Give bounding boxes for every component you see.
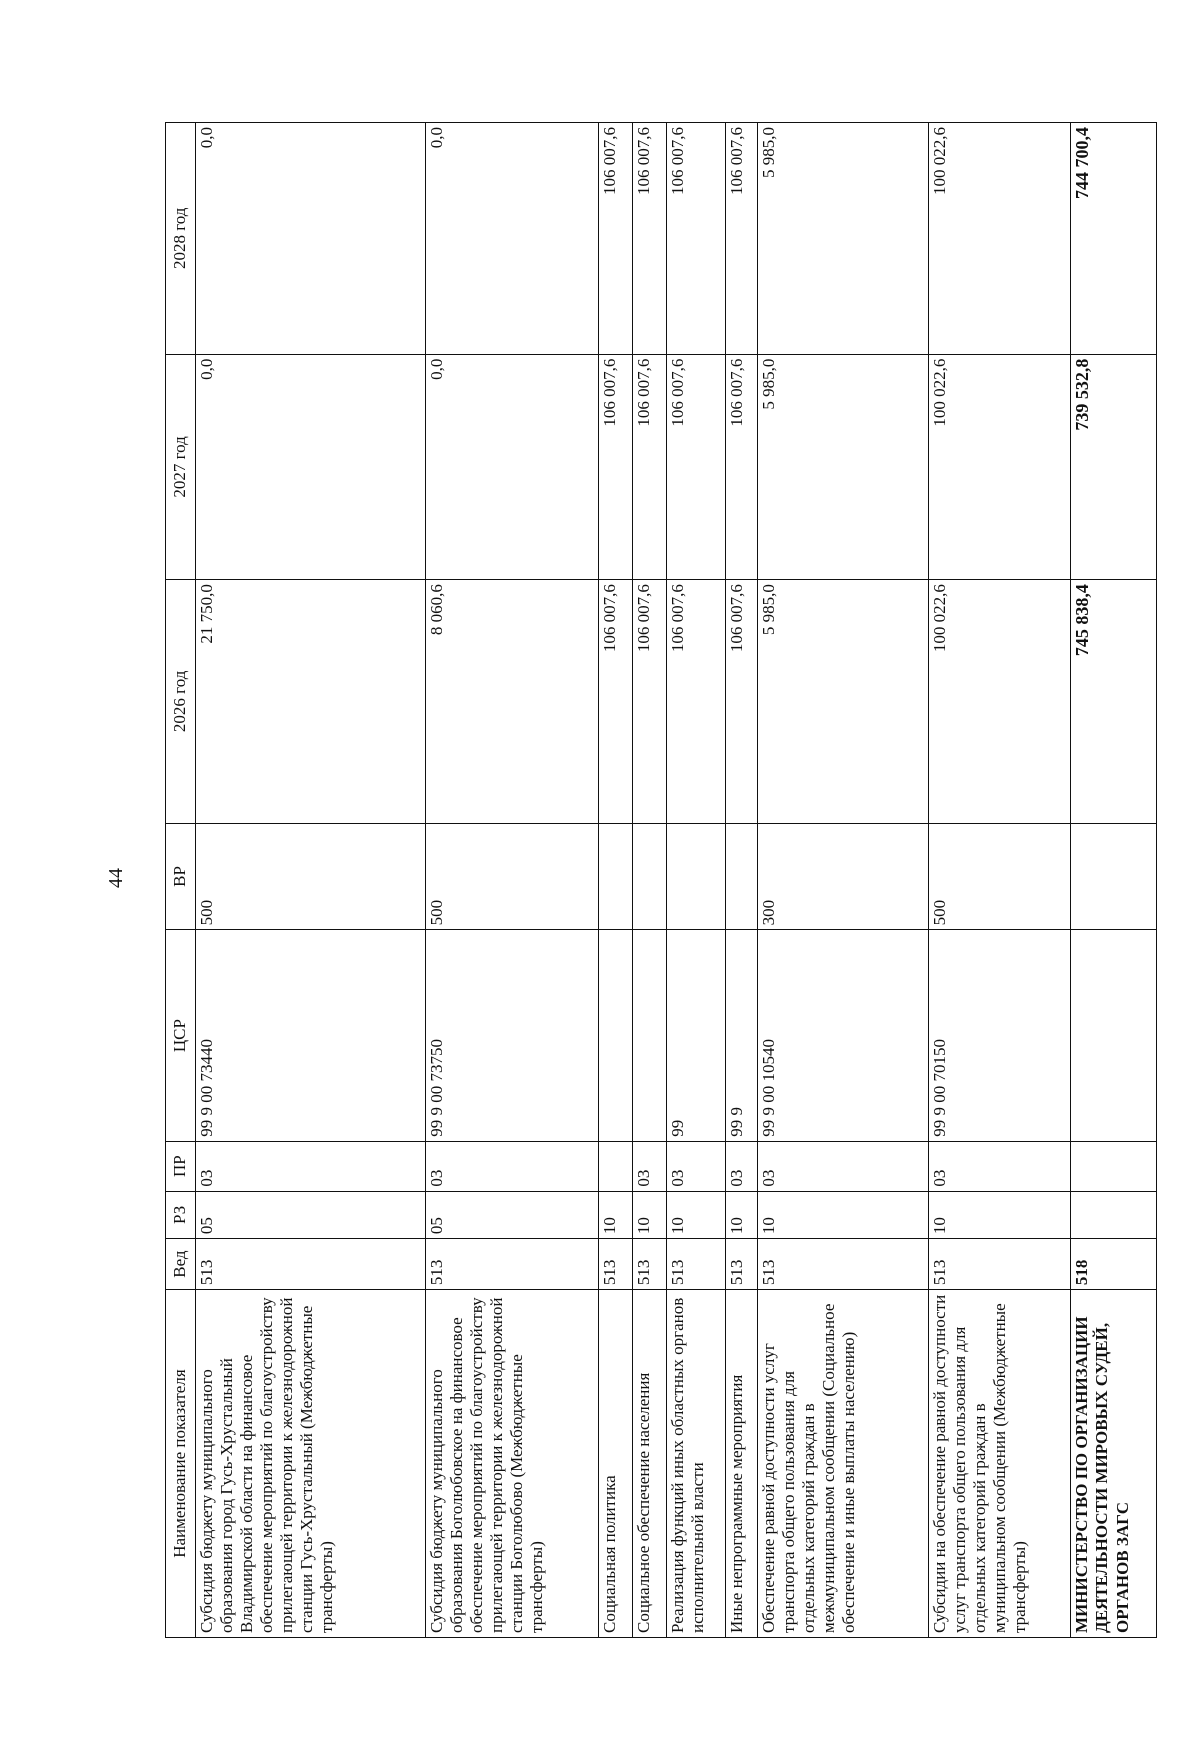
cell-2027: 106 007,6 bbox=[726, 354, 758, 580]
cell-pr: 03 bbox=[633, 1141, 667, 1191]
cell-name: Иные непрограммные мероприятия bbox=[726, 1290, 758, 1638]
header-csr: ЦСР bbox=[166, 930, 196, 1141]
cell-2026: 100 022,6 bbox=[929, 580, 1071, 823]
table-row bbox=[929, 123, 1071, 1638]
cell-name: Социальная политика bbox=[598, 1290, 632, 1638]
cell-name: Социальное обеспечение населения bbox=[633, 1290, 667, 1638]
cell-2027: 100 022,6 bbox=[929, 354, 1071, 580]
cell-2028: 100 022,6 bbox=[929, 123, 1071, 355]
cell-2027: 106 007,6 bbox=[598, 354, 632, 580]
table-row bbox=[598, 123, 632, 1638]
cell-vr bbox=[598, 823, 632, 930]
cell-rz: 10 bbox=[929, 1191, 1071, 1238]
cell-vr bbox=[1071, 823, 1157, 930]
cell-vr bbox=[667, 823, 726, 930]
cell-ved: 513 bbox=[425, 1239, 598, 1290]
cell-2026: 106 007,6 bbox=[726, 580, 758, 823]
budget-table-container bbox=[165, 122, 1157, 1638]
cell-pr: 03 bbox=[929, 1141, 1071, 1191]
cell-2028: 106 007,6 bbox=[598, 123, 632, 355]
cell-rz: 10 bbox=[667, 1191, 726, 1238]
cell-2026: 5 985,0 bbox=[758, 580, 929, 823]
cell-vr: 500 bbox=[929, 823, 1071, 930]
header-vr: ВР bbox=[166, 823, 196, 930]
header-name: Наименование показателя bbox=[166, 1290, 196, 1638]
cell-pr: 03 bbox=[758, 1141, 929, 1191]
cell-2026: 745 838,4 bbox=[1071, 580, 1157, 823]
cell-csr bbox=[1071, 930, 1157, 1141]
cell-pr bbox=[1071, 1141, 1157, 1191]
table-row bbox=[667, 123, 726, 1638]
cell-name: Субсидия бюджету муниципального образования Боголюбовское на финансовое обеспечение мероприятий по благоустройству прилегающей территории к железнодорожной станции Боголюбово (Межбюджетные трансферты) bbox=[425, 1290, 598, 1638]
cell-vr bbox=[633, 823, 667, 930]
header-ved: Вед bbox=[166, 1239, 196, 1290]
cell-rz: 05 bbox=[425, 1191, 598, 1238]
header-pr: ПР bbox=[166, 1141, 196, 1191]
cell-vr: 500 bbox=[425, 823, 598, 930]
cell-rz: 10 bbox=[726, 1191, 758, 1238]
cell-vr: 300 bbox=[758, 823, 929, 930]
table-row bbox=[726, 123, 758, 1638]
cell-csr bbox=[633, 930, 667, 1141]
cell-pr: 03 bbox=[726, 1141, 758, 1191]
table-row bbox=[425, 123, 598, 1638]
page-number: 44 bbox=[105, 868, 127, 888]
cell-ved: 513 bbox=[633, 1239, 667, 1290]
header-rz: РЗ bbox=[166, 1191, 196, 1238]
cell-2028: 106 007,6 bbox=[726, 123, 758, 355]
cell-rz bbox=[1071, 1191, 1157, 1238]
cell-csr bbox=[598, 930, 632, 1141]
cell-2027: 0,0 bbox=[425, 354, 598, 580]
cell-rz: 05 bbox=[196, 1191, 426, 1238]
header-2026: 2026 год bbox=[166, 580, 196, 823]
cell-ved: 513 bbox=[196, 1239, 426, 1290]
cell-ved: 513 bbox=[726, 1239, 758, 1290]
cell-2028: 5 985,0 bbox=[758, 123, 929, 355]
cell-ved: 518 bbox=[1071, 1239, 1157, 1290]
cell-name: МИНИСТЕРСТВО ПО ОРГАНИЗАЦИИ ДЕЯТЕЛЬНОСТИ МИРОВЫХ СУДЕЙ, ОРГАНОВ ЗАГС bbox=[1071, 1290, 1157, 1638]
header-2027: 2027 год bbox=[166, 354, 196, 580]
cell-2027: 106 007,6 bbox=[633, 354, 667, 580]
cell-name: Субсидии на обеспечение равной доступности услуг транспорта общего пользования для отдельных категорий граждан в муниципальном сообщении (Межбюджетные трансферты) bbox=[929, 1290, 1071, 1638]
cell-name: Субсидия бюджету муниципального образования город Гусь-Хрустальный Владимирской области на финансовое обеспечение мероприятий по благоустройству прилегающей территории к железнодорожной станции Гусь-Хрустальный (Межбюджетные трансферты) bbox=[196, 1290, 426, 1638]
cell-name: Обеспечение равной доступности услуг транспорта общего пользования для отдельных категорий граждан в межмуниципальном сообщении (Социальное обеспечение и иные выплаты населению) bbox=[758, 1290, 929, 1638]
cell-name: Реализация функций иных областных органов исполнительной власти bbox=[667, 1290, 726, 1638]
table-row bbox=[758, 123, 929, 1638]
cell-csr: 99 9 00 10540 bbox=[758, 930, 929, 1141]
table-row bbox=[1071, 123, 1157, 1638]
budget-table bbox=[165, 122, 1157, 1638]
cell-2026: 106 007,6 bbox=[598, 580, 632, 823]
cell-csr: 99 bbox=[667, 930, 726, 1141]
cell-2026: 106 007,6 bbox=[667, 580, 726, 823]
cell-csr: 99 9 bbox=[726, 930, 758, 1141]
cell-vr bbox=[726, 823, 758, 930]
cell-pr: 03 bbox=[667, 1141, 726, 1191]
cell-rz: 10 bbox=[598, 1191, 632, 1238]
cell-ved: 513 bbox=[667, 1239, 726, 1290]
table-row bbox=[196, 123, 426, 1638]
cell-csr: 99 9 00 73440 bbox=[196, 930, 426, 1141]
cell-vr: 500 bbox=[196, 823, 426, 930]
cell-pr bbox=[598, 1141, 632, 1191]
table-row bbox=[633, 123, 667, 1638]
cell-ved: 513 bbox=[598, 1239, 632, 1290]
cell-pr: 03 bbox=[196, 1141, 426, 1191]
cell-2026: 8 060,6 bbox=[425, 580, 598, 823]
table-header-row bbox=[166, 123, 196, 1638]
cell-csr: 99 9 00 70150 bbox=[929, 930, 1071, 1141]
cell-2026: 21 750,0 bbox=[196, 580, 426, 823]
cell-2027: 5 985,0 bbox=[758, 354, 929, 580]
cell-2028: 0,0 bbox=[425, 123, 598, 355]
cell-2027: 739 532,8 bbox=[1071, 354, 1157, 580]
cell-ved: 513 bbox=[758, 1239, 929, 1290]
cell-rz: 10 bbox=[633, 1191, 667, 1238]
cell-2026: 106 007,6 bbox=[633, 580, 667, 823]
cell-pr: 03 bbox=[425, 1141, 598, 1191]
cell-rz: 10 bbox=[758, 1191, 929, 1238]
cell-2028: 744 700,4 bbox=[1071, 123, 1157, 355]
header-2028: 2028 год bbox=[166, 123, 196, 355]
cell-csr: 99 9 00 73750 bbox=[425, 930, 598, 1141]
cell-2027: 0,0 bbox=[196, 354, 426, 580]
cell-2028: 106 007,6 bbox=[633, 123, 667, 355]
cell-2028: 0,0 bbox=[196, 123, 426, 355]
cell-2028: 106 007,6 bbox=[667, 123, 726, 355]
cell-2027: 106 007,6 bbox=[667, 354, 726, 580]
cell-ved: 513 bbox=[929, 1239, 1071, 1290]
